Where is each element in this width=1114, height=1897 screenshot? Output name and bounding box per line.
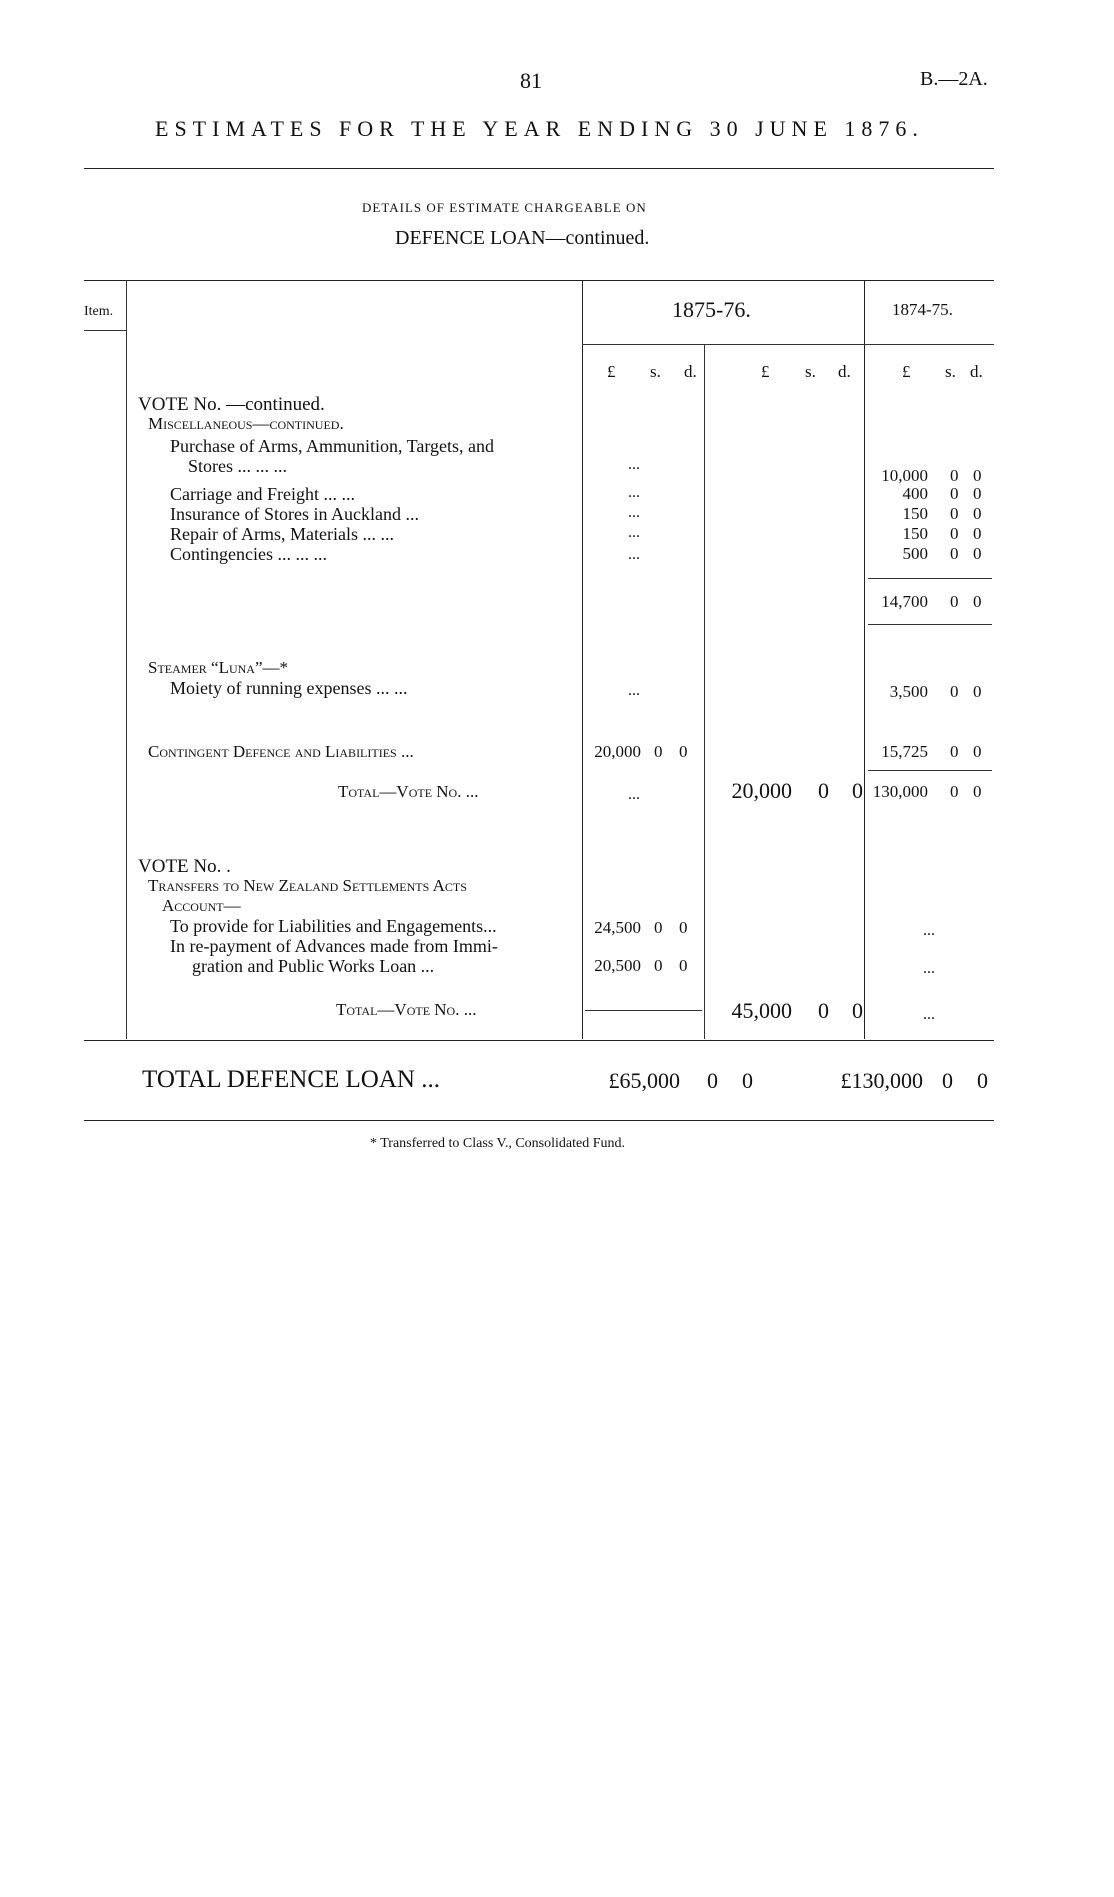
vote-total-sum-d: 0: [852, 778, 863, 803]
page-title: ESTIMATES FOR THE YEAR ENDING 30 JUNE 1876.: [155, 116, 924, 141]
vote-total-rule: [868, 770, 992, 771]
vote-total-sum-pounds: 20,000: [731, 778, 792, 803]
currency-pound-1: £: [607, 362, 616, 381]
line-item-prior-pounds: 150: [902, 504, 928, 523]
grand-total-top-rule: [84, 1040, 994, 1041]
currency-pence-3: d.: [970, 362, 983, 381]
steamer-prior-s: 0: [950, 682, 959, 701]
contingent-current-s: 0: [654, 742, 663, 761]
grand-total-bottom-rule: [84, 1120, 994, 1121]
doc-reference: B.—2A.: [920, 68, 988, 90]
vote-total-sum-pounds: 45,000: [731, 998, 792, 1023]
vote-total-rule: [585, 1010, 702, 1011]
subtotal-prior-pounds: 14,700: [881, 592, 928, 611]
line-item-prior-d: 0: [973, 504, 982, 523]
line-item-prior-d: 0: [973, 524, 982, 543]
line-item-prior: ...: [923, 960, 935, 977]
line-item-desc: Repair of Arms, Materials ... ...: [170, 524, 394, 544]
currency-shilling-2: s.: [805, 362, 816, 381]
line-item-current: ...: [628, 484, 640, 501]
line-item-prior-d: 0: [973, 484, 982, 503]
currency-pence-1: d.: [684, 362, 697, 381]
line-item-desc: Insurance of Stores in Auckland ...: [170, 504, 419, 524]
contingent-current-d: 0: [679, 742, 688, 761]
vote-total-prior-d: 0: [973, 782, 982, 801]
subtotal-prior-s: 0: [950, 592, 959, 611]
subtotal-rule-bottom: [868, 624, 992, 625]
grand-total-prior-s: 0: [942, 1068, 953, 1093]
line-item-desc-cont: gration and Public Works Loan ...: [192, 956, 435, 976]
line-item-current: ...: [628, 456, 640, 473]
line-item-current-s: 0: [654, 918, 663, 937]
details-subtitle: DETAILS OF ESTIMATE CHARGEABLE ON: [362, 200, 647, 215]
line-item-desc: Contingencies ... ... ...: [170, 544, 327, 564]
item-column-divider: [126, 280, 127, 1039]
steamer-desc: Moiety of running expenses ... ...: [170, 678, 408, 698]
section-title: DEFENCE LOAN—continued.: [395, 227, 650, 249]
line-item-desc: To provide for Liabilities and Engagements...: [170, 916, 497, 936]
currency-shilling-3: s.: [945, 362, 956, 381]
line-item-current-pounds: 20,500: [594, 956, 641, 975]
line-item-prior: ...: [923, 922, 935, 939]
line-item-prior-d: 0: [973, 466, 982, 485]
footnote: * Transferred to Class V., Consolidated Fund.: [370, 1136, 625, 1151]
contingent-prior-d: 0: [973, 742, 982, 761]
contingent-prior-pounds: 15,725: [881, 742, 928, 761]
line-item-prior-s: 0: [950, 484, 959, 503]
prior-column-divider: [864, 280, 865, 1039]
grand-total-prior-d: 0: [977, 1068, 988, 1093]
vote-title: VOTE No. .: [138, 856, 231, 877]
grand-total-prior-pounds: £130,000: [840, 1068, 923, 1093]
item-column-header: Item.: [84, 304, 114, 319]
line-item-desc: Purchase of Arms, Ammunition, Targets, and: [170, 436, 495, 456]
line-item-desc-cont: Stores ... ... ...: [188, 456, 287, 476]
currency-pound-2: £: [761, 362, 770, 381]
year-prior-header: 1874-75.: [892, 300, 953, 319]
vote-total-sum-s: 0: [818, 998, 829, 1023]
line-item-prior-d: 0: [973, 544, 982, 563]
vote-title: VOTE No. —continued.: [138, 394, 325, 415]
steamer-prior-pounds: 3,500: [889, 682, 928, 701]
grand-total-current-d: 0: [742, 1068, 753, 1093]
vote-total-label: Total—Vote No. ...: [336, 1000, 477, 1019]
table-top-rule: [84, 280, 994, 281]
vote-total-label: Total—Vote No. ...: [338, 782, 479, 801]
line-item-current: ...: [628, 524, 640, 541]
line-item-prior-pounds: 400: [902, 484, 928, 503]
line-item-current-d: 0: [679, 918, 688, 937]
page-number: 81: [520, 68, 542, 93]
vote-total-prior-pounds: 130,000: [872, 782, 928, 801]
header-rule: [84, 168, 994, 169]
line-item-prior-pounds: 150: [902, 524, 928, 543]
currency-shilling-1: s.: [650, 362, 661, 381]
vote-total-current-items: ...: [628, 786, 640, 803]
line-item-prior-pounds: 500: [902, 544, 928, 563]
group-heading-cont: Account—: [162, 896, 241, 915]
line-item-current: ...: [628, 546, 640, 563]
line-item-desc: Carriage and Freight ... ...: [170, 484, 355, 504]
vote-total-prior: ...: [923, 1006, 935, 1023]
line-item-current-s: 0: [654, 956, 663, 975]
vote-total-sum-d: 0: [852, 998, 863, 1023]
grand-total-current-s: 0: [707, 1068, 718, 1093]
group-heading: Miscellaneous—continued.: [148, 414, 344, 433]
year-current-header: 1875-76.: [672, 297, 751, 322]
current-sum-divider: [704, 344, 705, 1039]
steamer-current: ...: [628, 682, 640, 699]
steamer-heading: Steamer “Luna”—*: [148, 658, 289, 677]
desc-column-divider: [582, 280, 583, 1039]
line-item-prior-s: 0: [950, 466, 959, 485]
vote-total-sum-s: 0: [818, 778, 829, 803]
line-item-desc: In re-payment of Advances made from Immi-: [170, 936, 498, 956]
line-item-prior-s: 0: [950, 524, 959, 543]
grand-total-current-pounds: £65,000: [608, 1068, 680, 1093]
vote-total-prior-s: 0: [950, 782, 959, 801]
item-header-underline: [84, 330, 126, 331]
line-item-prior-s: 0: [950, 544, 959, 563]
contingent-desc: Contingent Defence and Liabilities ...: [148, 742, 414, 761]
line-item-prior-s: 0: [950, 504, 959, 523]
grand-total-label: TOTAL DEFENCE LOAN ...: [142, 1066, 440, 1093]
currency-pence-2: d.: [838, 362, 851, 381]
line-item-current: ...: [628, 504, 640, 521]
contingent-current-pounds: 20,000: [594, 742, 641, 761]
group-heading: Transfers to New Zealand Settlements Acts: [148, 876, 467, 895]
line-item-prior-pounds: 10,000: [881, 466, 928, 485]
line-item-current-pounds: 24,500: [594, 918, 641, 937]
subtotal-prior-d: 0: [973, 592, 982, 611]
line-item-current-d: 0: [679, 956, 688, 975]
currency-pound-3: £: [902, 362, 911, 381]
contingent-prior-s: 0: [950, 742, 959, 761]
subtotal-rule-top: [868, 578, 992, 579]
steamer-prior-d: 0: [973, 682, 982, 701]
year-header-underline: [582, 344, 994, 345]
